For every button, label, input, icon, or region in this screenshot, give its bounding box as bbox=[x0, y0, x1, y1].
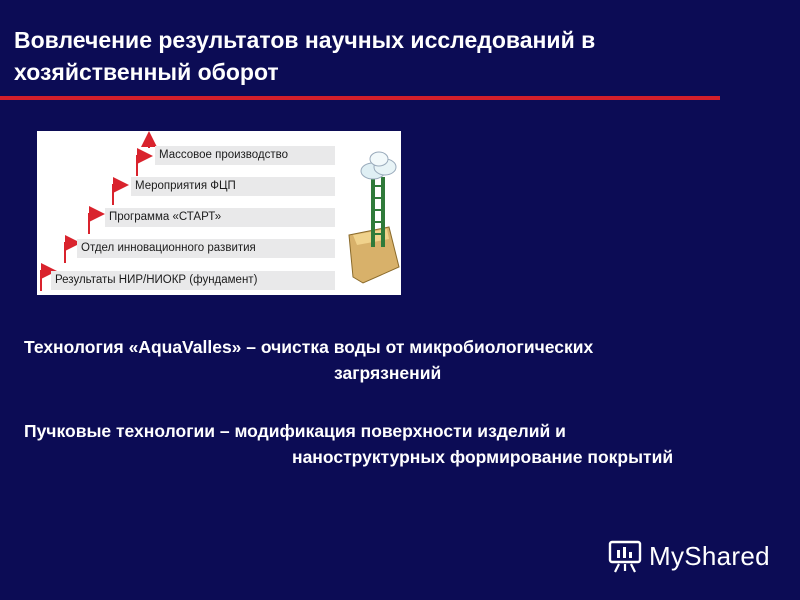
title-underline bbox=[0, 96, 720, 100]
step-fcp-activities: Мероприятия ФЦП bbox=[131, 177, 335, 196]
paragraph-aquavalles-line2: загрязнений bbox=[334, 363, 442, 383]
staircase-arrow-1 bbox=[41, 271, 49, 291]
staircase-arrow-3 bbox=[89, 214, 97, 234]
presentation-board-icon bbox=[607, 538, 643, 574]
paragraph-beam-line1: Пучковые технологии – модификация поверхности изделий и bbox=[24, 421, 566, 441]
staircase-arrow-2 bbox=[65, 243, 73, 263]
staircase-figure bbox=[37, 131, 401, 295]
step-mass-production: Массовое производство bbox=[155, 146, 335, 165]
step-innovation-department: Отдел инновационного развития bbox=[77, 239, 335, 258]
staircase-arrow-5 bbox=[137, 156, 145, 176]
step-research-results: Результаты НИР/НИОКР (фундамент) bbox=[51, 271, 335, 290]
brand-name: MyShared bbox=[649, 540, 770, 571]
paragraph-beam-technologies bbox=[24, 418, 794, 470]
brand-watermark bbox=[607, 536, 770, 576]
paragraph-aquavalles-line1: Технология «AquaValles» – очистка воды от микробиологических bbox=[24, 337, 594, 357]
staircase-arrow-4 bbox=[113, 185, 121, 205]
step-start-program: Программа «СТАРТ» bbox=[105, 208, 335, 227]
paragraph-beam-line2: наноструктурных формирование покрытий bbox=[292, 447, 674, 467]
slide-title: Вовлечение результатов научных исследований в хозяйственный оборот bbox=[14, 27, 596, 85]
ladder-illustration bbox=[349, 152, 399, 283]
paragraph-aquavalles bbox=[24, 334, 784, 386]
